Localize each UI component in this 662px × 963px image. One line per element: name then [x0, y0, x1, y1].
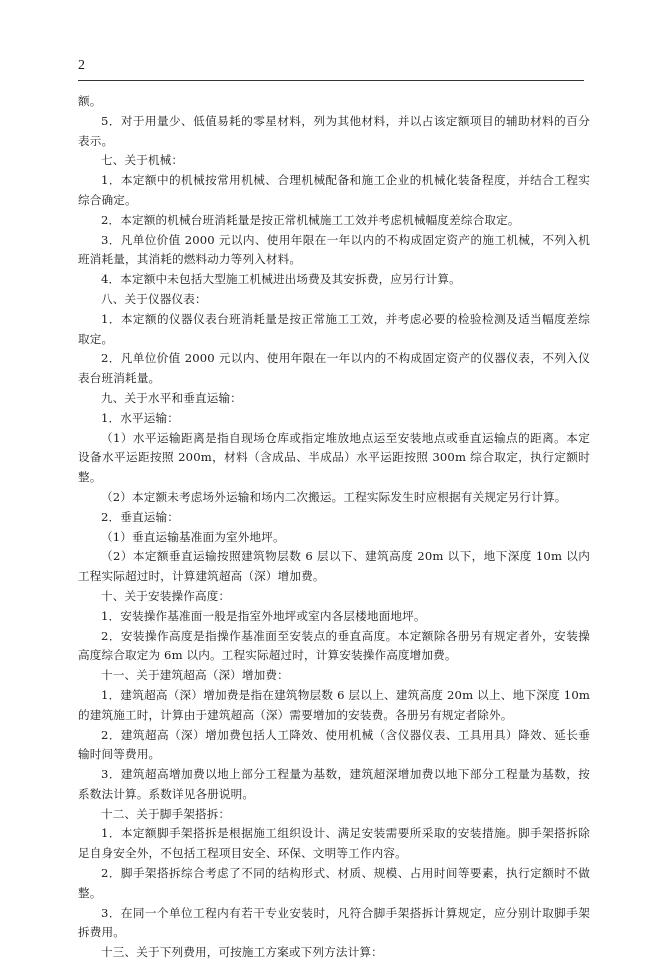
text-line: 设备水平运距按照 200m，材料（含成品、半成品）水平运距按照 300m 综合取定，执行定额时 — [78, 450, 590, 465]
text-line: 表台班消耗量。 — [78, 371, 161, 386]
text-line: （2）本定额垂直运输按照建筑物层数 6 层以下、建筑高度 20m 以下，地下深度 10m 以内 — [101, 549, 590, 564]
text-line: 4．本定额中未包括大型施工机械进出场费及其安拆费，应另行计算。 — [101, 272, 461, 287]
text-line: 十一、关于建筑超高（深）增加费： — [101, 668, 289, 683]
text-line: 十、关于安装操作高度： — [101, 588, 231, 603]
text-line: 拆费用。 — [78, 925, 125, 940]
text-line: 2．脚手架搭拆综合考虑了不同的结构形式、材质、规模、占用时间等要素，执行定额时不做 — [101, 866, 590, 881]
text-line: 1．本定额中的机械按常用机械、合理机械配备和施工企业的机械化装备程度，并结合工程实 — [101, 173, 590, 188]
text-line: 2．凡单位价值 2000 元以内、使用年限在一年以内的不构成固定资产的仪器仪表，不列入仪 — [101, 351, 590, 366]
text-line: （1）水平运输距离是指自现场仓库或指定堆放地点运至安装地点或垂直运输点的距离。本定 — [101, 430, 590, 445]
text-line: 班消耗量，其消耗的燃料动力等列入材料。 — [78, 252, 302, 267]
text-line: 的建筑施工时，计算由于建筑超高（深）需要增加的安装费。各册另有规定者除外。 — [78, 707, 513, 722]
page-number: 2 — [78, 58, 85, 73]
text-line: 2．垂直运输： — [101, 509, 179, 524]
text-line: 1．本定额脚手架搭拆是根据施工组织设计、满足安装需要所采取的安装措施。脚手架搭拆除 — [101, 826, 590, 841]
text-line: 七、关于机械： — [101, 153, 184, 168]
text-line: 3．在同一个单位工程内有若干专业安装时，凡符合脚手架搭拆计算规定，应分别计取脚手架 — [101, 905, 590, 920]
text-line: 十二、关于脚手架搭拆： — [101, 806, 231, 821]
text-line: 整。 — [78, 885, 102, 900]
text-line: 额。 — [78, 94, 102, 108]
text-line: 高度综合取定为 6m 以内。工程实际超过时，计算安装操作高度增加费。 — [78, 648, 457, 663]
text-line: 3．建筑超高增加费以地上部分工程量为基数，建筑超深增加费以地下部分工程量为基数，按 — [101, 767, 590, 782]
text-line: 3．凡单位价值 2000 元以内、使用年限在一年以内的不构成固定资产的施工机械，不列入机 — [101, 232, 590, 247]
text-line: 整。 — [78, 470, 102, 485]
text-line: 2．安装操作高度是指操作基准面至安装点的垂直高度。本定额除各册另有规定者外，安装操 — [101, 628, 590, 643]
text-line: 八、关于仪器仪表： — [101, 291, 207, 306]
text-line: 表示。 — [78, 133, 114, 148]
header-rule — [78, 80, 584, 81]
text-line: 综合确定。 — [78, 192, 137, 207]
text-line: 1．安装操作基准面一般是指室外地坪或室内各层楼地面地坪。 — [101, 608, 426, 623]
text-line: 1．本定额的仪器仪表台班消耗量是按正常施工工效，并考虑必要的检验检测及适当幅度差综 — [101, 311, 590, 326]
text-line: 2．本定额的机械台班消耗量是按正常机械施工工效并考虑机械幅度差综合取定。 — [101, 212, 520, 227]
text-line: 十三、关于下列费用，可按施工方案或下列方法计算： — [101, 945, 383, 960]
text-line: 输时间等费用。 — [78, 747, 161, 762]
text-line: 九、关于水平和垂直运输： — [101, 390, 242, 405]
text-line: 取定。 — [78, 331, 114, 346]
text-line: 系数法计算。系数详见各册说明。 — [78, 786, 255, 801]
body-text — [78, 92, 590, 963]
text-line: 足自身安全外，不包括工程项目安全、环保、文明等工作内容。 — [78, 846, 407, 861]
text-line: 工程实际超过时，计算建筑超高（深）增加费。 — [78, 569, 325, 584]
text-line: （1）垂直运输基准面为室外地坪。 — [101, 529, 285, 544]
text-line: 5．对于用量少、低值易耗的零星材料，列为其他材料，并以占该定额项目的辅助材料的百分 — [101, 113, 590, 128]
text-line: （2）本定额未考虑场外运输和场内二次搬运。工程实际发生时应根据有关规定另行计算。 — [101, 489, 567, 504]
text-line: 2．建筑超高（深）增加费包括人工降效、使用机械（含仪器仪表、工具用具）降效、延长垂 — [101, 727, 590, 742]
text-line: 1．水平运输： — [101, 410, 179, 425]
text-line: 1．建筑超高（深）增加费是指在建筑物层数 6 层以上、建筑高度 20m 以上、地下深度 10m — [101, 687, 590, 702]
